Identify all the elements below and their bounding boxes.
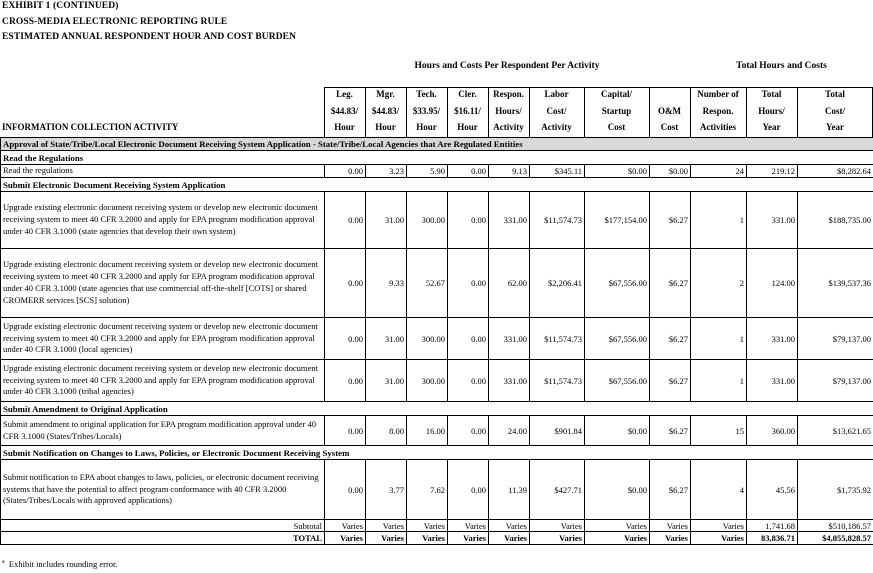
cell-value: Varies <box>407 520 448 532</box>
cell-value: $188,735.00 <box>798 192 873 249</box>
cell-value: Varies <box>650 532 691 545</box>
cell-value: 9.33 <box>366 249 407 318</box>
header-divider <box>529 87 530 137</box>
activity-description: Upgrade existing electronic document receiving system or develop new electronic document receiving system to meet 40 CFR 3.2000 and apply for EPA program modification approval under 40 CFR 3.1000 (state agencies that use commercial off-the-shelf [COTS] or shared CROMERR services [SCS] solution) <box>1 249 325 318</box>
activity-description: Upgrade existing electronic document receiving system or develop new electronic document receiving system to meet 40 CFR 3.2000 and apply for EPA program modification approval under 40 CFR 3.1000 (tribal agencies) <box>1 360 325 402</box>
activity-description: Upgrade existing electronic document receiving system or develop new electronic document receiving system to meet 40 CFR 3.2000 and apply for EPA program modification approval under 40 CFR 3.1000 (local agencies) <box>1 318 325 360</box>
cell-value: Varies <box>691 520 747 532</box>
cell-value: Varies <box>585 532 650 545</box>
cell-value: 331.00 <box>747 192 798 249</box>
cell-value: $901.84 <box>530 416 585 446</box>
cell-value: $6.27 <box>650 360 691 402</box>
table-row <box>1 165 873 178</box>
column-header-line: Respon. <box>493 89 524 99</box>
cell-value: Varies <box>448 532 489 545</box>
cell-value: Varies <box>325 532 366 545</box>
footnote-text: Exhibit includes rounding error. <box>8 559 118 569</box>
subsection-label: Read the Regulations <box>1 151 873 165</box>
subtotal-row <box>1 520 873 532</box>
cell-value: 16.00 <box>407 416 448 446</box>
cell-value: 1 <box>691 192 747 249</box>
cell-value: 31.00 <box>366 360 407 402</box>
column-header-line: Cost <box>660 122 679 132</box>
column-header-line: Total <box>825 89 845 99</box>
cell-value: 52.67 <box>407 249 448 318</box>
column-header-line: Total <box>761 89 782 99</box>
cell-value: 0.00 <box>325 416 366 446</box>
cell-value: 3.77 <box>366 460 407 520</box>
column-header-line: Leg. <box>336 89 353 99</box>
cell-value: Varies <box>448 520 489 532</box>
exhibit-title: EXHIBIT 1 (CONTINUED) <box>2 1 119 11</box>
cell-value: 0.00 <box>448 360 489 402</box>
subsection-row <box>1 446 873 460</box>
column-header-line: Hours/ <box>758 105 785 116</box>
cell-value: 0.00 <box>448 460 489 520</box>
footnote-mark: a <box>2 559 5 566</box>
column-header-line: Number of <box>697 89 739 99</box>
cell-value: 5.90 <box>407 165 448 178</box>
cell-value: Varies <box>489 520 530 532</box>
cell-value: Varies <box>650 520 691 532</box>
cell-value: 0.00 <box>448 165 489 178</box>
cell-value: 300.00 <box>407 192 448 249</box>
header-divider <box>584 87 585 137</box>
rule-title: CROSS-MEDIA ELECTRONIC REPORTING RULE <box>2 17 228 27</box>
cell-value: 331.00 <box>747 318 798 360</box>
cell-value: 15 <box>691 416 747 446</box>
cell-value: 9.13 <box>489 165 530 178</box>
section-row <box>1 138 873 151</box>
column-header <box>406 86 447 136</box>
cell-value: 31.00 <box>366 318 407 360</box>
cell-value: 0.00 <box>448 192 489 249</box>
cell-value: $2,206.41 <box>530 249 585 318</box>
column-header-line: Labor <box>544 89 569 99</box>
burden-title: ESTIMATED ANNUAL RESPONDENT HOUR AND COST BURDEN <box>2 32 297 42</box>
cell-value: 45.56 <box>747 460 798 520</box>
cell-value: 331.00 <box>489 192 530 249</box>
column-header <box>365 86 406 136</box>
column-header <box>649 86 690 136</box>
column-header-line: Tech. <box>416 89 437 99</box>
cell-value: $67,556.00 <box>585 360 650 402</box>
cell-value: $11,574.73 <box>530 192 585 249</box>
column-header <box>324 86 365 136</box>
column-header-line: Cost/ <box>825 105 845 116</box>
activity-description: Upgrade existing electronic document receiving system or develop new electronic document receiving system to meet 40 CFR 3.2000 and apply for EPA program modification approval under 40 CFR 3.1000 (state agencies that develop their own system) <box>1 192 325 249</box>
cell-value: $6.27 <box>650 416 691 446</box>
column-header-line: Activity <box>541 122 572 132</box>
cell-value: 219.12 <box>747 165 798 178</box>
column-header-line: Hour <box>334 122 355 132</box>
table-row <box>1 460 873 520</box>
cell-value: $6.27 <box>650 460 691 520</box>
cell-value: 1 <box>691 360 747 402</box>
cell-value: 124.00 <box>747 249 798 318</box>
activity-description: Submit amendment to original application for EPA program modification approval under 40 CFR 3.1000 (States/Tribes/Locals) <box>1 416 325 446</box>
cell-value: 8.00 <box>366 416 407 446</box>
cell-value: Varies <box>585 520 650 532</box>
cell-value: 2 <box>691 249 747 318</box>
subsection-label: Submit Amendment to Original Application <box>1 402 873 416</box>
cell-value: $0.00 <box>650 165 691 178</box>
column-header-line: Respon. <box>702 105 734 116</box>
cell-value: $4,055,828.57 <box>798 532 873 545</box>
header-divider <box>365 87 366 137</box>
column-header-line: Hour <box>457 122 478 132</box>
cell-value: 3.23 <box>366 165 407 178</box>
column-header <box>447 86 488 136</box>
cell-value: $6.27 <box>650 318 691 360</box>
cell-value: $1,735.92 <box>798 460 873 520</box>
activity-column-header: INFORMATION COLLECTION ACTIVITY <box>2 122 179 132</box>
column-header-line: O&M <box>658 105 681 116</box>
cell-value: 331.00 <box>747 360 798 402</box>
cell-value: 83,836.71 <box>747 532 798 545</box>
header-divider <box>797 87 798 137</box>
column-header-line: Activities <box>700 122 736 132</box>
footnote <box>2 559 118 569</box>
cell-value: 24.00 <box>489 416 530 446</box>
cell-value: $79,137.00 <box>798 360 873 402</box>
column-header-line: $33.95/ <box>412 105 441 116</box>
column-header-line: Mgr. <box>376 89 395 99</box>
cell-value: $6.27 <box>650 192 691 249</box>
total-row <box>1 532 873 545</box>
header-divider <box>649 87 650 137</box>
cell-value: Varies <box>366 532 407 545</box>
cell-value: 360.00 <box>747 416 798 446</box>
row-label: TOTAL <box>1 532 325 545</box>
cell-value: $0.00 <box>585 416 650 446</box>
cell-value: $510,186.57 <box>798 520 873 532</box>
row-label: Subtotal <box>1 520 325 532</box>
column-header-line: Cost <box>607 122 626 132</box>
column-header-line: Cler. <box>458 89 477 99</box>
cell-value: $11,574.73 <box>530 318 585 360</box>
cell-value: Varies <box>530 520 585 532</box>
activity-description: Submit notification to EPA about changes to laws, policies, or electronic document receiving systems that have the potential to affect program conformance with 40 CFR 3.2000 (States/Tribes/Locals with approved applications) <box>1 460 325 520</box>
column-header-line: $16.11/ <box>454 105 481 116</box>
cell-value: $79,137.00 <box>798 318 873 360</box>
column-header <box>488 86 529 136</box>
table-row <box>1 318 873 360</box>
cell-value: $6.27 <box>650 249 691 318</box>
table-row <box>1 192 873 249</box>
header-divider <box>690 87 691 137</box>
cell-value: 0.00 <box>325 360 366 402</box>
cell-value: $0.00 <box>585 165 650 178</box>
cell-value: $13,621.65 <box>798 416 873 446</box>
column-header-line: Activity <box>493 122 524 132</box>
cell-value: $11,574.73 <box>530 360 585 402</box>
column-header <box>690 86 746 136</box>
table-row <box>1 416 873 446</box>
cell-value: Varies <box>325 520 366 532</box>
column-header-line: Year <box>826 122 844 132</box>
cell-value: $427.71 <box>530 460 585 520</box>
cell-value: Varies <box>366 520 407 532</box>
burden-table <box>0 137 873 545</box>
column-header-line: Hour <box>375 122 396 132</box>
cell-value: $8,282.64 <box>798 165 873 178</box>
subsection-row <box>1 402 873 416</box>
column-header-line: Capital/ <box>600 89 632 99</box>
cell-value: $67,556.00 <box>585 318 650 360</box>
cell-value: 300.00 <box>407 318 448 360</box>
cell-value: 11.39 <box>489 460 530 520</box>
cell-value: 300.00 <box>407 360 448 402</box>
cell-value: 0.00 <box>325 192 366 249</box>
cell-value: 7.62 <box>407 460 448 520</box>
subsection-label: Submit Notification on Changes to Laws, Policies, or Electronic Document Receiving System <box>1 446 873 460</box>
cell-value: 331.00 <box>489 318 530 360</box>
activity-description: Read the regulations <box>1 165 325 178</box>
header-divider <box>746 87 747 137</box>
column-header-line: Hours/ <box>495 105 522 116</box>
cell-value: 0.00 <box>325 165 366 178</box>
cell-value: 31.00 <box>366 192 407 249</box>
cell-value: 62.00 <box>489 249 530 318</box>
group-header-total: Total Hours and Costs <box>736 61 827 71</box>
column-header-line: $44.83/ <box>371 105 400 116</box>
cell-value: 0.00 <box>448 318 489 360</box>
cell-value: Varies <box>530 532 585 545</box>
cell-value: 1,741.68 <box>747 520 798 532</box>
cell-value: $139,537.36 <box>798 249 873 318</box>
table-row <box>1 360 873 402</box>
cell-value: Varies <box>691 532 747 545</box>
cell-value: 0.00 <box>448 416 489 446</box>
column-header <box>797 86 873 136</box>
cell-value: $0.00 <box>585 460 650 520</box>
cell-value: $67,556.00 <box>585 249 650 318</box>
cell-value: 0.00 <box>325 460 366 520</box>
column-header-line: $44.83/ <box>330 105 359 116</box>
header-divider <box>406 87 407 137</box>
cell-value: Varies <box>407 532 448 545</box>
cell-value: Varies <box>489 532 530 545</box>
group-header-per-respondent: Hours and Costs Per Respondent Per Activity <box>414 61 600 71</box>
cell-value: 331.00 <box>489 360 530 402</box>
section-label: Approval of State/Tribe/Local Electronic Document Receiving System Application - State/Tribe/Local Agencies that Are Regulated Entities <box>1 138 873 151</box>
header-divider <box>488 87 489 137</box>
column-header <box>584 86 649 136</box>
column-header-line: Cost/ <box>546 105 567 116</box>
cell-value: 24 <box>691 165 747 178</box>
cell-value: 1 <box>691 318 747 360</box>
column-header-line: Hour <box>416 122 437 132</box>
subsection-row <box>1 178 873 192</box>
column-header-line <box>649 86 690 103</box>
cell-value: $345.11 <box>530 165 585 178</box>
column-header-line: Year <box>762 122 781 132</box>
cell-value: $177,154.00 <box>585 192 650 249</box>
header-divider <box>447 87 448 137</box>
column-header <box>746 86 797 136</box>
subsection-row <box>1 151 873 165</box>
cell-value: 0.00 <box>448 249 489 318</box>
cell-value: 0.00 <box>325 318 366 360</box>
subsection-label: Submit Electronic Document Receiving System Application <box>1 178 873 192</box>
table-row <box>1 249 873 318</box>
cell-value: 0.00 <box>325 249 366 318</box>
column-header <box>529 86 584 136</box>
cell-value: 4 <box>691 460 747 520</box>
column-header-line: Startup <box>601 105 632 116</box>
